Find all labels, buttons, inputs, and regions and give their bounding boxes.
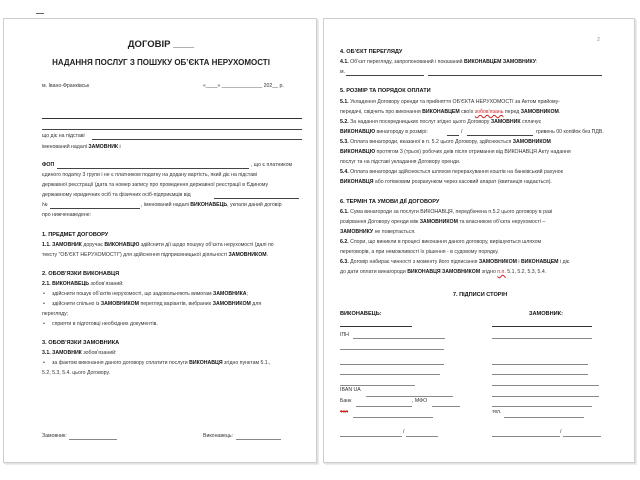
contract-title: ДОГОВІР ____: [127, 39, 195, 50]
executor-tel-label: тел: [340, 409, 349, 415]
executor-tel-line[interactable]: [353, 417, 433, 418]
clause-5-1-line2: передачі, свідчить про виконання ВИКОНАВЦЕМ своїх зобов’язань перед ЗАМОВНИКОМ.: [340, 109, 561, 115]
ipn-label: ІПН: [340, 332, 349, 338]
section-1-heading: 1. ПРЕДМЕТ ДОГОВОРУ: [42, 232, 109, 238]
contract-subtitle: НАДАННЯ ПОСЛУГ З ПОШУКУ ОБ’ЄКТА НЕРУХОМОСТІ: [52, 58, 270, 67]
customer-duty-bullet-1: • за фактом виконання даного договору сплатити послуги ВИКОНАВЦЯ згідно пунктам 5.1.,: [52, 360, 271, 366]
customer-label: ЗАМОВНИК:: [529, 311, 563, 317]
clause-6-1-line2: розірвання Договору оренди між ЗАМОВНИКОМ та власником об’єкта нерухомості –: [340, 219, 546, 225]
ipn-line[interactable]: [353, 338, 445, 339]
fee-slash: /: [461, 129, 463, 135]
acting-basis-label: що діє на підставі: [42, 133, 85, 139]
clause-5-3-line3: послуг та на підставі укладання Договору оренди.: [340, 159, 461, 165]
clause-5-1-line1: 5.1. Укладення Договору оренди та прийняття ОБ’ЄКТА НЕРУХОМОСТІ за Актом прийому-: [340, 99, 560, 105]
mfo-line[interactable]: [432, 406, 460, 407]
clause-1-1-line1: 1.1. ЗАМОВНИК доручає ВИКОНАВЦЮ здійснити дії щодо пошуку об’єкта нерухомості (далі по: [42, 242, 274, 248]
clause-5-2-line1: 5.2. За надання посередницьких послуг згідно цього Договору ЗАМОВНИК сплачує: [340, 119, 542, 125]
customer-signature-slash: /: [560, 429, 562, 435]
executor-address-line-4[interactable]: [340, 385, 415, 386]
executor-address-line-3[interactable]: [340, 374, 440, 375]
page-number: 2: [597, 37, 600, 43]
fee-currency: гривень 00 копійок без ПДВ.: [536, 129, 604, 135]
object-city-line[interactable]: [346, 75, 424, 76]
duty-bullet-2-cont: перегляду;: [42, 311, 69, 317]
fee-amount-words-line[interactable]: [467, 135, 533, 136]
party-name-line[interactable]: [42, 118, 302, 119]
clause-4-1: 4.1. Об’єкт перегляду, запропонований і показаний ВИКОНАВЦЕМ ЗАМОВНИКУ:: [340, 59, 538, 65]
customer-tel-label: тел.: [492, 409, 502, 415]
customer-details-line-2[interactable]: [492, 364, 588, 365]
document-page-2: [323, 18, 635, 463]
customer-details-line-3[interactable]: [492, 374, 588, 375]
fop-suffix: , що є платником: [251, 162, 293, 168]
executor-address-line-1[interactable]: [340, 349, 444, 350]
executor-signature-line[interactable]: [340, 436, 402, 437]
clause-5-4-line1: 5.4. Оплата винагороди здійснюється шляхом перерахування коштів на банківський рахунок: [340, 169, 563, 175]
clause-6-2-line1: 6.2. Спори, що виникли в процесі виконання даного договору, вирішуються шляхом: [340, 239, 542, 245]
section-5-heading: 5. РОЗМІР ТА ПОРЯДОК ОПЛАТИ: [340, 88, 431, 94]
clause-6-2-line2: переговорів, а при неможливості їх рішення - в судовому порядку.: [340, 249, 499, 255]
city-field: м. Івано-Франківськ: [42, 83, 90, 89]
no-label: №: [42, 202, 48, 208]
mfo-label: , МФО: [412, 398, 428, 404]
clause-5-3-line1: 5.3. Оплата винагороди, вказаної в п. 5.2 цього Договору, здійснюється ЗАМОВНИКОМ: [340, 139, 551, 145]
section-2-heading: 2. ОБОВ’ЯЗКИ ВИКОНАВЦЯ: [42, 271, 120, 277]
para1-line4: , іменований надалі ВИКОНАВЕЦЬ, уклали даний договір: [141, 202, 282, 208]
duty-bullet-2: • здійснити спільно із ЗАМОВНИКОМ перегляд варіантів, вибраних ЗАМОВНИКОМ для: [52, 301, 261, 307]
para1-line5: про нижченаведене:: [42, 212, 92, 218]
iban-line[interactable]: [366, 396, 453, 397]
executor-label: ВИКОНАВЕЦЬ:: [340, 311, 382, 317]
party-details-line[interactable]: [42, 129, 302, 130]
clause-6-1-line1: 6.1. Сума винагороди за послуги ВИКОНАВЦЯ, передбачена п.5.2 цього договору в разі: [340, 209, 553, 215]
executor-address-line-2[interactable]: [340, 364, 444, 365]
customer-details-line-4[interactable]: [492, 385, 599, 386]
customer-details-line-5[interactable]: [492, 396, 599, 397]
bank-label: Банк: [340, 398, 352, 404]
document-page-1: [3, 18, 317, 463]
customer-details-line-1[interactable]: [492, 338, 592, 339]
section-6-heading: 6. ТЕРМІН ТА УМОВИ ДІЇ ДОГОВОРУ: [340, 199, 440, 205]
clause-3-1: 3.1. ЗАМОВНИК зобов’язаний:: [42, 350, 117, 356]
section-7-heading: 7. ПІДПИСИ СТОРІН: [452, 292, 508, 298]
object-address-line[interactable]: [428, 75, 602, 76]
executor-signature-line[interactable]: [236, 439, 281, 440]
bank-line[interactable]: [356, 406, 412, 407]
executor-signature-label: Виконавець:: [203, 433, 234, 439]
registration-number-line[interactable]: [50, 208, 140, 209]
clause-5-2-line2: ВИКОНАВЦЮ винагороду в розмірі:: [340, 129, 428, 135]
section-3-heading: 3. ОБОВ’ЯЗКИ ЗАМОВНИКА: [42, 340, 120, 346]
duty-bullet-1: • здійснити пошук об’єктів нерухомості, що задовольняють вимогам ЗАМОВНИКА;: [52, 291, 248, 297]
para1-line3: державному юридичних осіб та фізичних осіб-підприємців від: [42, 192, 191, 198]
fop-line: ФОП: [42, 162, 55, 168]
date-field[interactable]: «____» ______________ 202__ р.: [203, 83, 284, 89]
executor-initials-line[interactable]: [406, 436, 438, 437]
customer-initials-line[interactable]: [563, 436, 601, 437]
executor-name-line[interactable]: [340, 326, 412, 327]
registration-date-line[interactable]: [214, 198, 299, 199]
customer-name-line[interactable]: [492, 326, 592, 327]
duty-bullet-3: • сприяти в підготовці необхідних документів.: [52, 321, 158, 327]
customer-duty-bullet-1-cont: 5.2, 5.3, 5.4. цього Договору.: [42, 370, 110, 376]
para1-line2: державної реєстрації (дата та номер запису про проведення державної реєстрації в Єдиному: [42, 182, 269, 188]
clause-1-1-line2: тексту "ОБ’ЄКТ НЕРУХОМОСТІ") для здійснення підприємницької діяльності ЗАМОВНИКОМ.: [42, 252, 269, 258]
section-4-heading: 4. ОБ’ЄКТ ПЕРЕГЛЯДУ: [340, 49, 403, 55]
customer-tel-line[interactable]: [504, 417, 584, 418]
fop-name-line[interactable]: [57, 168, 249, 169]
customer-signature-label: Замовник:: [42, 433, 67, 439]
acting-basis-line[interactable]: [92, 139, 302, 140]
customer-details-line-6[interactable]: [492, 406, 592, 407]
para1-line1: єдиного податку 3 групи і не є платником податку на додану вартість, який діє на підставі: [42, 172, 257, 178]
fee-amount-line[interactable]: [447, 135, 459, 136]
clause-6-1-line3: ЗАМОВНИКУ не повертається.: [340, 229, 416, 235]
customer-signature-line[interactable]: [69, 439, 117, 440]
executor-signature-slash: /: [403, 429, 405, 435]
top-mark: [36, 13, 44, 14]
clause-5-3-line2: ВИКОНАВЦЮ протягом 3 (трьох) робочих днів після отримання від ВИКОНАВЦЯ Акту надання: [340, 149, 571, 155]
customer-signature-line[interactable]: [492, 436, 560, 437]
clause-2-1: 2.1. ВИКОНАВЕЦЬ зобов’язаний:: [42, 281, 124, 287]
named-customer-text: іменований надалі ЗАМОВНИК і: [42, 144, 121, 150]
clause-6-3-line1: 6.3. Договір набирає чинності з моменту його підписання ЗАМОВНИКОМ і ВИКОНАВЦЕМ і діє: [340, 259, 570, 265]
clause-5-4-line2: ВИКОНАВЦЯ або готівковим розрахунком через касовий апарат (квитанція надається).: [340, 179, 552, 185]
iban-label: IBAN UA: [340, 387, 361, 393]
clause-6-3-line2: до дати оплати винагороди ВИКОНАВЦЯ ЗАМОВНИКОМ згідно п.п. 5.1, 5.2, 5.3, 5.4.: [340, 269, 547, 275]
object-city-label: м.: [340, 69, 346, 75]
